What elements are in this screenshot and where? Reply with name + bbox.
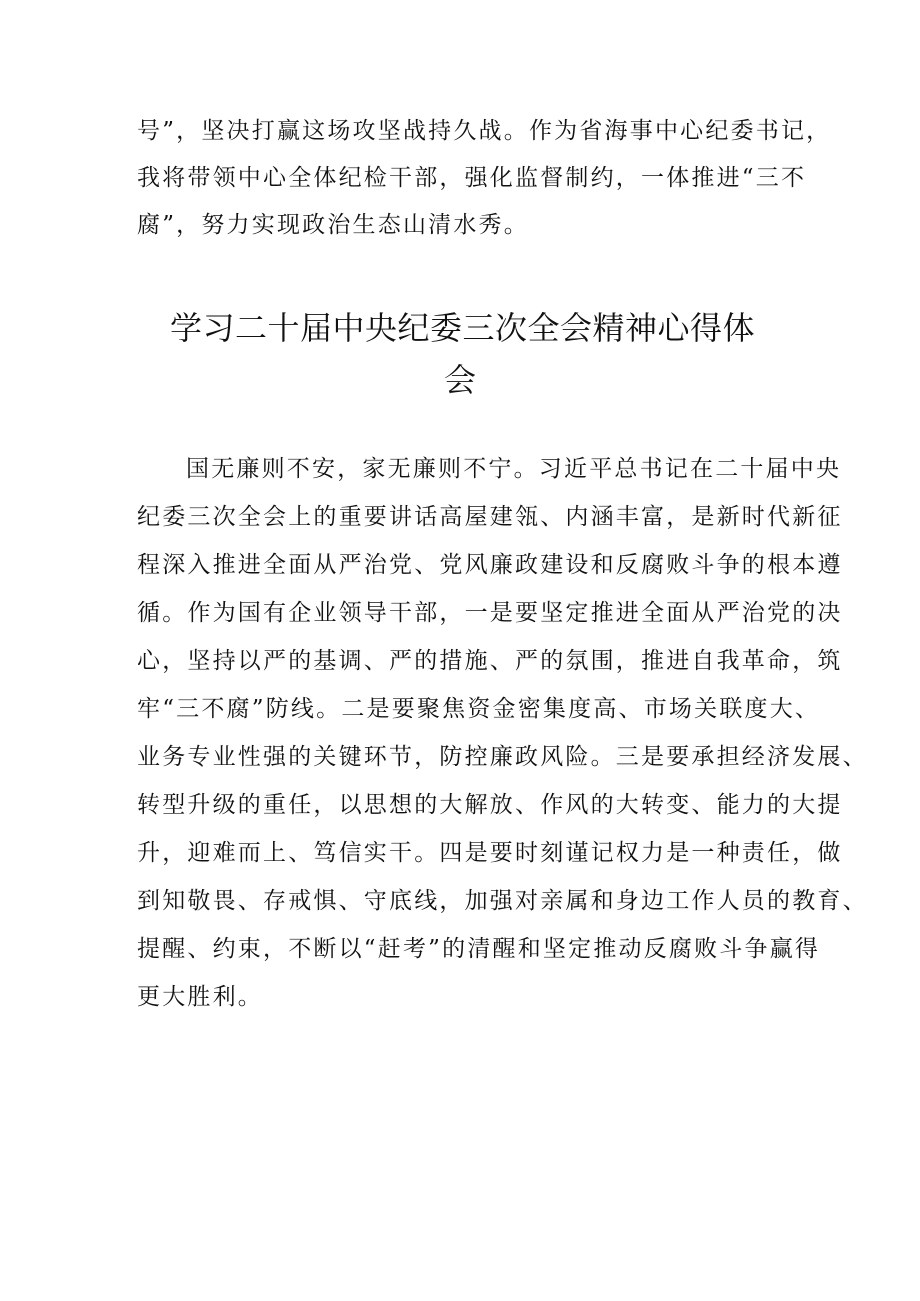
paragraph-line: 纪委三次全会上的重要讲话高屋建瓴、内涵丰富，是新时代新征 [137,504,843,530]
paragraph-line: 转型升级的重任，以思想的大解放、作风的大转变、能力的大提 [137,792,843,818]
paragraph-line: 更大胜利。 [137,984,263,1010]
paragraph-line: 腐”，努力实现政治生态山清水秀。 [137,212,529,238]
paragraph-line: 国无廉则不安，家无廉则不宁。习近平总书记在二十届中央 [186,456,842,482]
section-title-line: 学习二十届中央纪委三次全会精神心得体 [170,309,756,347]
paragraph-line: 升，迎难而上、笃信实干。四是要时刻谨记权力是一种责任，做 [137,840,843,866]
paragraph-line: 程深入推进全面从严治党、党风廉政建设和反腐败斗争的根本遵 [137,552,843,578]
paragraph-line: 牢“三不腐”防线。二是要聚焦资金密集度高、市场关联度大、 [137,696,821,722]
section-title-line: 会 [444,361,477,399]
paragraph-line: 提醒、约束，不断以“赶考”的清醒和坚定推动反腐败斗争赢得 [137,936,821,962]
paragraph-line: 号”，坚决打赢这场攻坚战持久战。作为省海事中心纪委书记， [137,118,832,144]
paragraph-line: 我将带领中心全体纪检干部，强化监督制约，一体推进“三不 [137,165,807,191]
paragraph-line: 到知敬畏、存戒惧、守底线，加强对亲属和身边工作人员的教育、 [137,888,868,914]
paragraph-line: 业务专业性强的关键环节，防控廉政风险。三是要承担经济发展、 [137,744,868,770]
paragraph-line: 循。作为国有企业领导干部，一是要坚定推进全面从严治党的决 [137,600,843,626]
paragraph-line: 心，坚持以严的基调、严的措施、严的氛围，推进自我革命，筑 [137,648,843,674]
